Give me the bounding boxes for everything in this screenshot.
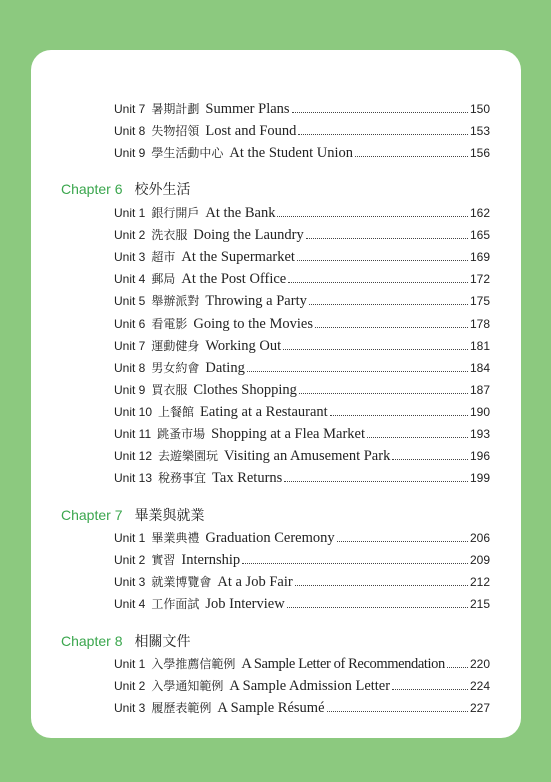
page-number: 196 <box>469 449 490 464</box>
english-title: At the Bank <box>205 205 276 221</box>
toc-entry[interactable] <box>114 699 490 719</box>
english-title: Visiting an Amusement Park <box>224 448 391 465</box>
chinese-title: 男女約會 <box>151 360 200 375</box>
unit-number: Unit 2 <box>114 679 146 693</box>
page-number: 175 <box>469 294 490 309</box>
chapter-label: Chapter 7 <box>61 507 123 523</box>
toc-entry[interactable] <box>114 248 490 268</box>
toc-entry[interactable] <box>114 292 490 312</box>
chinese-title: 稅務事宜 <box>158 471 207 486</box>
unit-number: Unit 12 <box>114 449 153 464</box>
page-number: 209 <box>469 553 490 567</box>
unit-number: Unit 1 <box>114 206 146 220</box>
toc-entry[interactable] <box>114 204 490 224</box>
dot-leader <box>330 414 468 416</box>
english-title: Shopping at a Flea Market <box>211 426 365 442</box>
unit-number: Unit 2 <box>114 228 146 243</box>
page-number: 215 <box>469 597 490 611</box>
dot-leader <box>277 215 468 217</box>
english-title: At the Post Office <box>181 271 287 288</box>
dot-leader <box>337 540 468 542</box>
chinese-title: 去遊樂園玩 <box>158 449 219 464</box>
english-title: At the Student Union <box>229 145 354 161</box>
unit-number: Unit 4 <box>114 272 146 287</box>
dot-leader <box>283 348 468 350</box>
chinese-title: 買衣服 <box>151 382 188 397</box>
chinese-title: 郵局 <box>151 272 176 287</box>
page-number: 224 <box>469 679 490 693</box>
english-title: Doing the Laundry <box>193 227 304 244</box>
toc-entry[interactable] <box>114 337 490 357</box>
english-title: Summer Plans <box>205 101 290 117</box>
english-title: Internship <box>181 552 241 568</box>
dot-leader <box>287 606 468 608</box>
toc-entry[interactable] <box>114 122 490 142</box>
unit-number: Unit 6 <box>114 316 146 331</box>
page-number: 153 <box>469 124 490 138</box>
chinese-title: 跳蚤市場 <box>157 427 206 441</box>
chinese-title: 學生活動中心 <box>151 146 224 160</box>
chinese-title: 畢業典禮 <box>151 531 200 545</box>
page-number: 162 <box>469 206 490 220</box>
dot-leader <box>309 303 468 305</box>
page-number: 193 <box>469 427 490 441</box>
page-number: 172 <box>469 272 490 287</box>
unit-number: Unit 9 <box>114 146 146 160</box>
english-title: A Sample Admission Letter <box>229 678 391 694</box>
toc-entry[interactable] <box>114 315 490 335</box>
toc-page <box>31 50 521 738</box>
dot-leader <box>306 237 468 239</box>
toc-entry[interactable] <box>114 529 490 549</box>
english-title: At the Supermarket <box>181 249 295 266</box>
dot-leader <box>292 111 468 113</box>
chinese-title: 暑期計劃 <box>151 102 200 116</box>
toc-entry[interactable] <box>114 551 490 571</box>
english-title: Graduation Ceremony <box>205 530 335 546</box>
unit-number: Unit 3 <box>114 701 146 715</box>
chapter-title: 畢業與就業 <box>134 507 205 523</box>
chapter-title: 相關文件 <box>134 633 191 649</box>
page-number: 169 <box>469 250 490 265</box>
english-title: Working Out <box>205 337 282 354</box>
dot-leader <box>327 710 468 712</box>
english-title: Lost and Found <box>205 123 297 139</box>
chinese-title: 工作面試 <box>151 597 200 611</box>
chapter-title: 校外生活 <box>134 181 191 197</box>
dot-leader <box>355 155 468 157</box>
page-number: 227 <box>469 701 490 715</box>
english-title: Tax Returns <box>212 470 283 487</box>
page-number: 212 <box>469 575 490 589</box>
toc-entry[interactable] <box>114 381 490 401</box>
chinese-title: 失物招領 <box>151 124 200 138</box>
chinese-title: 履歷表範例 <box>151 701 212 715</box>
english-title: At a Job Fair <box>217 574 293 590</box>
unit-number: Unit 10 <box>114 404 153 419</box>
dot-leader <box>298 133 468 135</box>
toc-entry[interactable] <box>114 595 490 615</box>
page-number: 190 <box>469 404 490 419</box>
toc-entry[interactable] <box>114 270 490 290</box>
english-title: A Sample Letter of Recommendation <box>241 656 445 672</box>
page-number: 165 <box>469 228 490 243</box>
unit-number: Unit 2 <box>114 553 146 567</box>
page-number: 181 <box>469 338 490 353</box>
page-number: 178 <box>469 316 490 331</box>
dot-leader <box>288 281 468 283</box>
chinese-title: 就業博覽會 <box>151 575 212 589</box>
chapter-label: Chapter 6 <box>61 181 123 197</box>
chinese-title: 運動健身 <box>151 338 200 353</box>
unit-number: Unit 3 <box>114 575 146 589</box>
english-title: Dating <box>205 359 245 376</box>
unit-number: Unit 4 <box>114 597 146 611</box>
toc-entry[interactable] <box>114 226 490 246</box>
unit-number: Unit 7 <box>114 102 146 116</box>
page-number: 156 <box>469 146 490 160</box>
unit-number: Unit 3 <box>114 250 146 265</box>
dot-leader <box>242 562 468 564</box>
chinese-title: 舉辦派對 <box>151 294 200 309</box>
page-number: 206 <box>469 531 490 545</box>
chinese-title: 看電影 <box>151 316 188 331</box>
chinese-title: 入學通知範例 <box>151 679 224 693</box>
english-title: Clothes Shopping <box>193 381 297 398</box>
unit-number: Unit 11 <box>114 427 152 441</box>
english-title: Throwing a Party <box>205 293 307 310</box>
toc-entry[interactable] <box>114 359 490 379</box>
dot-leader <box>392 688 468 690</box>
toc-entry[interactable] <box>114 403 490 423</box>
chinese-title: 實習 <box>151 553 176 567</box>
page-number: 220 <box>469 657 490 671</box>
toc-entry[interactable] <box>114 469 490 489</box>
english-title: A Sample Résumé <box>217 700 325 716</box>
dot-leader <box>247 370 468 372</box>
unit-number: Unit 13 <box>114 471 153 486</box>
unit-number: Unit 1 <box>114 657 146 671</box>
toc-entry[interactable] <box>114 655 490 675</box>
dot-leader <box>367 436 468 438</box>
toc-entry[interactable] <box>114 447 490 467</box>
unit-number: Unit 7 <box>114 338 146 353</box>
dot-leader <box>297 259 468 261</box>
chinese-title: 洗衣服 <box>151 228 188 243</box>
english-title: Going to the Movies <box>193 315 313 332</box>
toc-entry[interactable] <box>114 573 490 593</box>
unit-number: Unit 8 <box>114 360 146 375</box>
toc-entry[interactable] <box>114 144 490 164</box>
dot-leader <box>392 458 468 460</box>
dot-leader <box>447 666 468 668</box>
english-title: Eating at a Restaurant <box>200 403 328 420</box>
dot-leader <box>299 392 468 394</box>
chinese-title: 上餐館 <box>158 404 195 419</box>
page-number: 187 <box>469 382 490 397</box>
chapter-heading <box>61 179 190 201</box>
page-number: 199 <box>469 471 490 486</box>
page-number: 184 <box>469 360 490 375</box>
dot-leader <box>315 326 468 328</box>
chinese-title: 超市 <box>151 250 176 265</box>
chapter-heading <box>61 505 204 527</box>
unit-number: Unit 9 <box>114 382 146 397</box>
toc-entry[interactable] <box>114 100 490 120</box>
english-title: Job Interview <box>205 596 285 612</box>
dot-leader <box>284 480 468 482</box>
toc-entry[interactable] <box>114 677 490 697</box>
unit-number: Unit 8 <box>114 124 146 138</box>
chinese-title: 入學推薦信範例 <box>151 657 236 671</box>
toc-entry[interactable] <box>114 425 490 445</box>
dot-leader <box>295 584 468 586</box>
chapter-label: Chapter 8 <box>61 633 123 649</box>
chapter-heading <box>61 631 190 653</box>
chinese-title: 銀行開戶 <box>151 206 200 220</box>
page-number: 150 <box>469 102 490 116</box>
unit-number: Unit 1 <box>114 531 146 545</box>
unit-number: Unit 5 <box>114 294 146 309</box>
